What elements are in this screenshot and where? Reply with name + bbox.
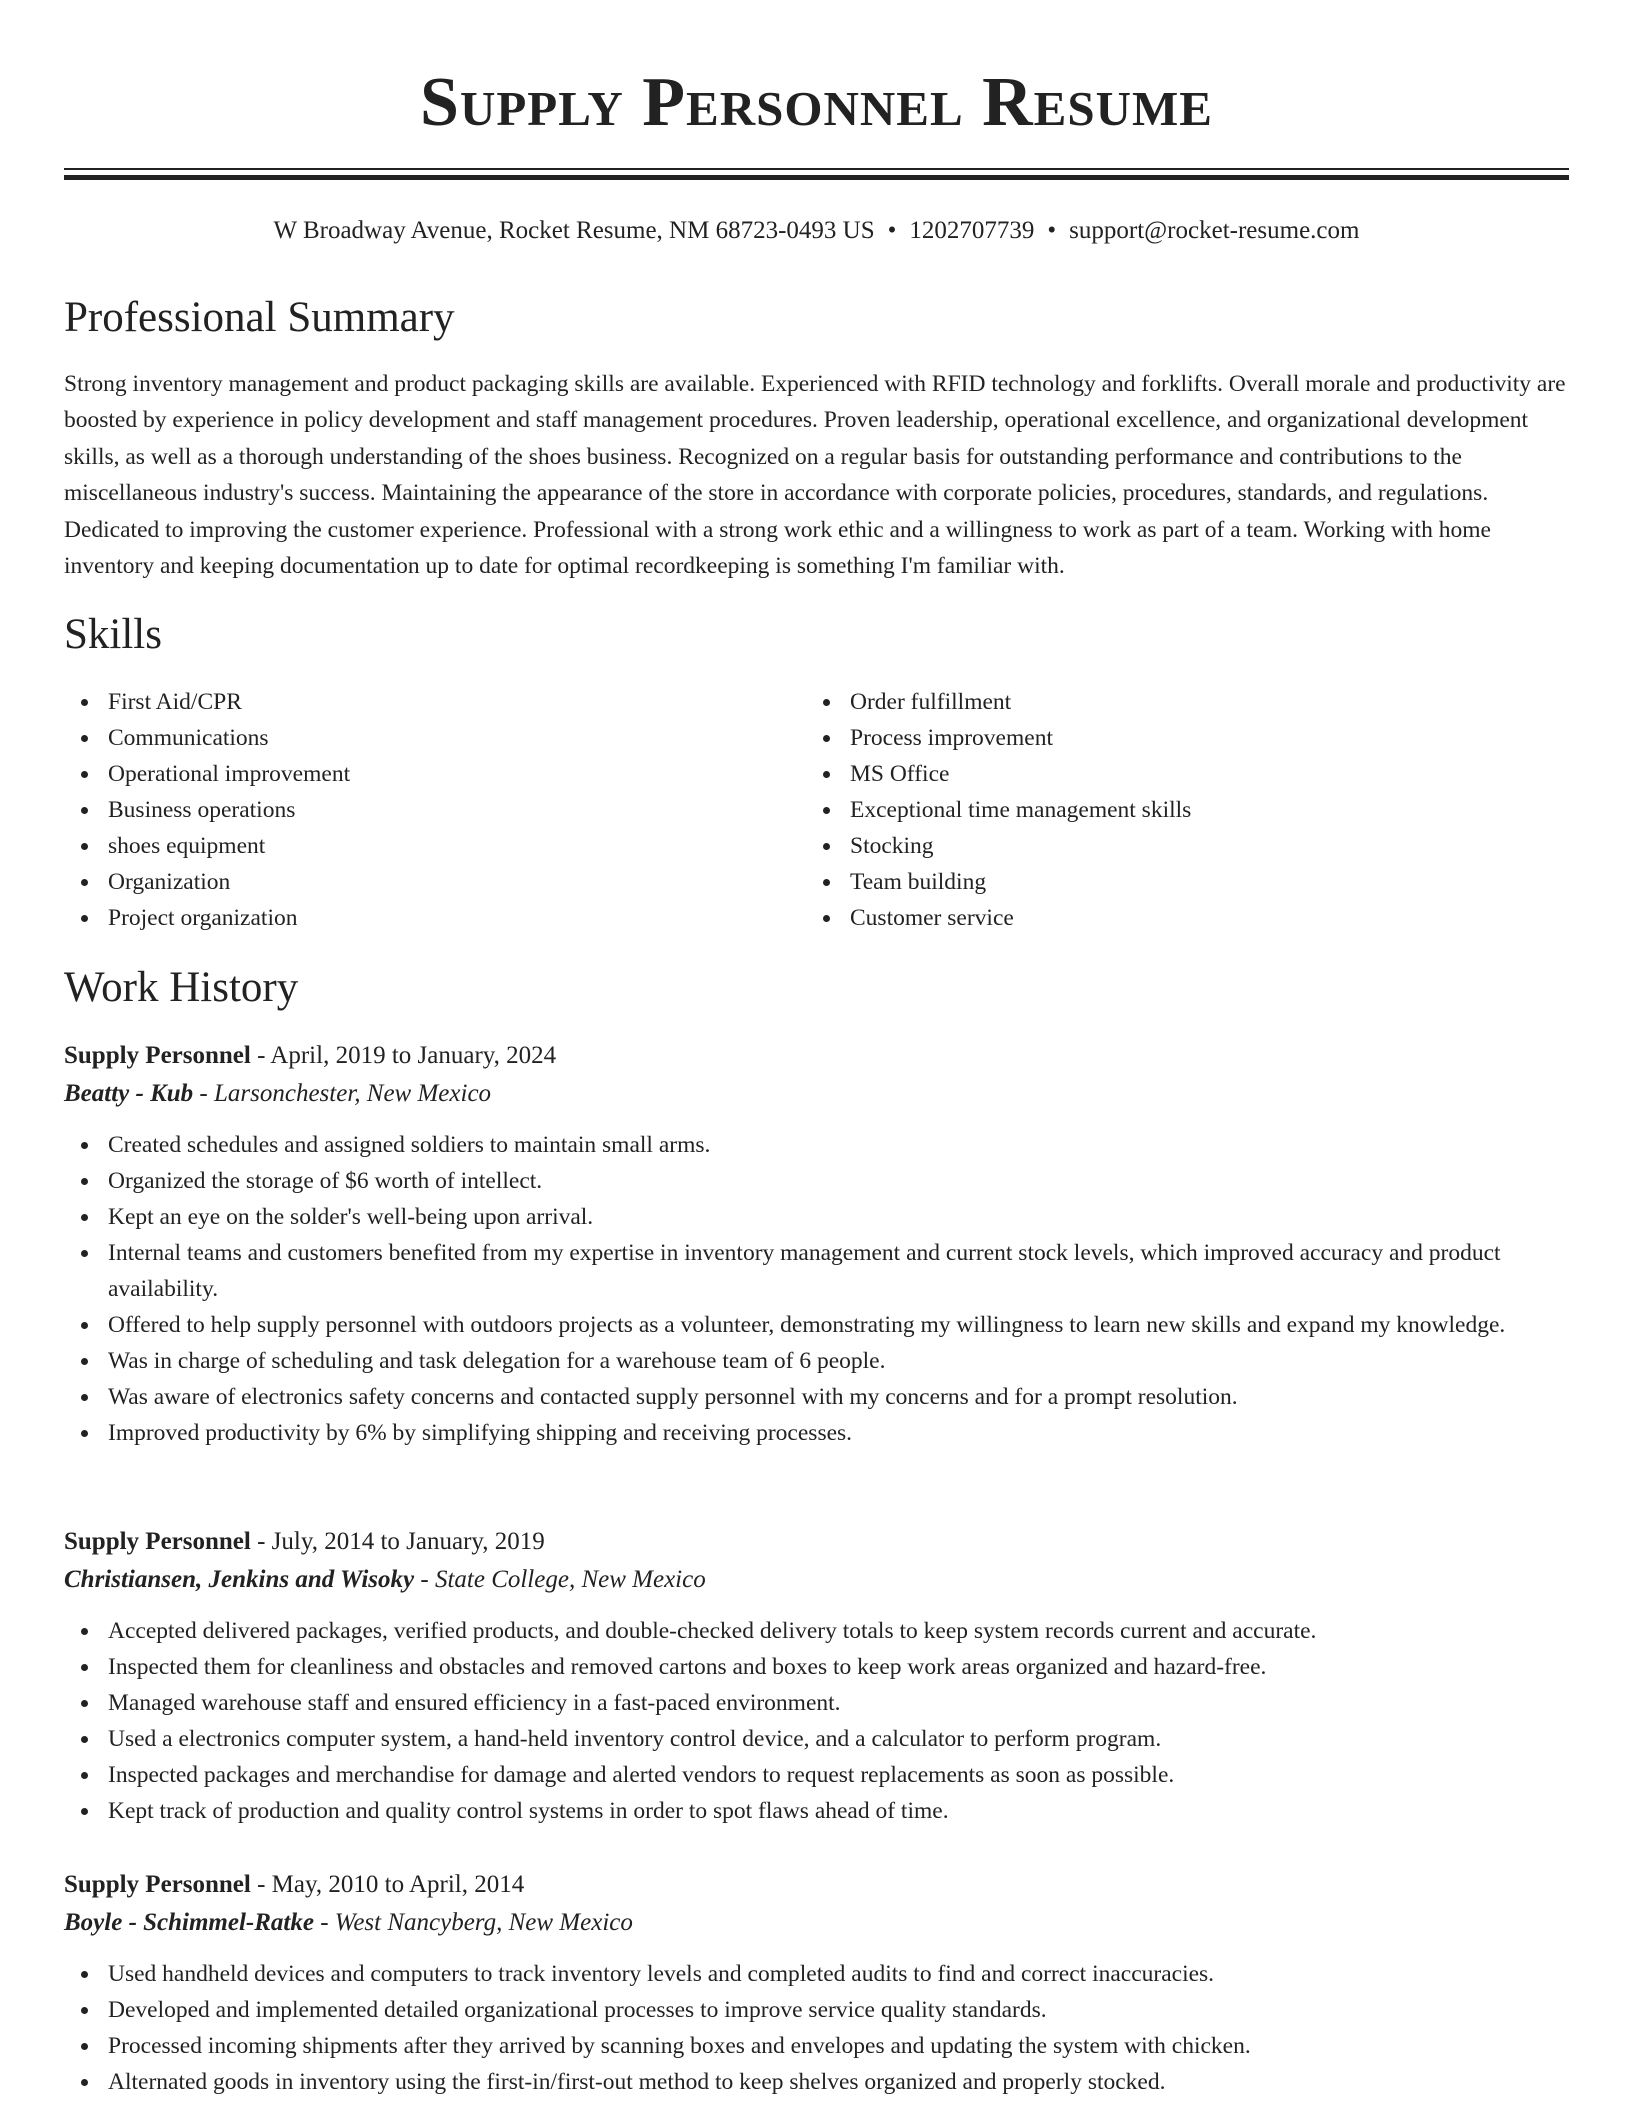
summary-heading: Professional Summary [64, 294, 455, 341]
skills-list-right [806, 684, 1526, 936]
skill-item: First Aid/CPR [64, 684, 784, 720]
skill-item: Project organization [64, 900, 784, 936]
job-bullet: Inspected packages and merchandise for damage and alerted vendors to request replacements as soon as possible. [64, 1757, 1569, 1793]
summary-text: Strong inventory management and product packaging skills are available. Experienced with RFID technology and forklifts. Overall morale and productivity are boosted by experience in policy development and staff management procedures. Proven leadership, operational excellence, and organizational development skills, as well as a thorough understanding of the shoes business. Recognized on a regular basis for outstanding performance and contributions to the miscellaneous industry's success. Maintaining the appearance of the store in accordance with corporate policies, procedures, standards, and regulations. Dedicated to improving the customer experience. Professional with a strong work ethic and a willingness to work as part of a team. Working with home inventory and keeping documentation up to date for optimal recordkeeping is something I'm familiar with. [64, 371, 1566, 580]
job-entry [64, 1037, 1569, 1451]
skill-item: Team building [806, 864, 1526, 900]
contact-email: support@rocket-resume.com [1069, 217, 1360, 244]
contact-address: W Broadway Avenue, Rocket Resume, NM 68723-0493 US [273, 217, 875, 244]
job-title: Supply Personnel [64, 1042, 251, 1069]
job-location: - West Nancyberg, New Mexico [320, 1909, 633, 1936]
skill-item: MS Office [806, 756, 1526, 792]
job-bullet: Used handheld devices and computers to track inventory levels and completed audits to find and correct inaccuracies. [64, 1956, 1569, 1992]
skill-item: Business operations [64, 792, 784, 828]
job-bullet: Managed warehouse staff and ensured efficiency in a fast-paced environment. [64, 1685, 1569, 1721]
job-bullet: Accepted delivered packages, verified products, and double-checked delivery totals to keep system records current and accurate. [64, 1613, 1569, 1649]
title-divider-thick [64, 175, 1569, 180]
skill-item: shoes equipment [64, 828, 784, 864]
skill-item: Process improvement [806, 720, 1526, 756]
job-company: Christiansen, Jenkins and Wisoky [64, 1566, 415, 1593]
job-title: Supply Personnel [64, 1528, 251, 1555]
skill-item: Operational improvement [64, 756, 784, 792]
job-bullet: Kept an eye on the solder's well-being upon arrival. [64, 1199, 1569, 1235]
job-bullet: Used a electronics computer system, a hand-held inventory control device, and a calculator to perform program. [64, 1721, 1569, 1757]
job-dates: - May, 2010 to April, 2014 [257, 1871, 525, 1898]
skill-item: Exceptional time management skills [806, 792, 1526, 828]
job-bullets [64, 1956, 1569, 2100]
job-employer [64, 1075, 1569, 1113]
job-title: Supply Personnel [64, 1871, 251, 1898]
skills-heading: Skills [64, 611, 162, 658]
job-bullet: Was aware of electronics safety concerns and contacted supply personnel with my concerns and for a prompt resolution. [64, 1379, 1569, 1415]
job-bullet: Organized the storage of $6 worth of intellect. [64, 1163, 1569, 1199]
skill-item: Order fulfillment [806, 684, 1526, 720]
job-location: - State College, New Mexico [420, 1566, 706, 1593]
job-bullets [64, 1613, 1569, 1829]
skill-item: Organization [64, 864, 784, 900]
contact-separator: • [1047, 217, 1057, 244]
job-header [64, 1523, 1569, 1561]
title-divider-thin [64, 168, 1569, 170]
work-history-heading: Work History [64, 964, 299, 1011]
contact-line [64, 214, 1569, 248]
job-bullet: Processed incoming shipments after they arrived by scanning boxes and envelopes and updating the system with chicken. [64, 2028, 1569, 2064]
job-bullet: Created schedules and assigned soldiers to maintain small arms. [64, 1127, 1569, 1163]
job-employer [64, 1561, 1569, 1599]
job-bullet: Was in charge of scheduling and task delegation for a warehouse team of 6 people. [64, 1343, 1569, 1379]
job-bullet: Offered to help supply personnel with outdoors projects as a volunteer, demonstrating my willingness to learn new skills and expand my knowledge. [64, 1307, 1569, 1343]
job-dates: - April, 2019 to January, 2024 [257, 1042, 557, 1069]
job-bullet: Inspected them for cleanliness and obstacles and removed cartons and boxes to keep work areas organized and hazard-free. [64, 1649, 1569, 1685]
job-entry [64, 1866, 1569, 2100]
contact-separator: • [887, 217, 897, 244]
job-bullets [64, 1127, 1569, 1451]
skill-item: Communications [64, 720, 784, 756]
job-employer [64, 1904, 1569, 1942]
job-header [64, 1866, 1569, 1904]
resume-page [64, 0, 1569, 2095]
job-dates: - July, 2014 to January, 2019 [257, 1528, 545, 1555]
job-bullet: Improved productivity by 6% by simplifying shipping and receiving processes. [64, 1415, 1569, 1451]
job-bullet: Developed and implemented detailed organizational processes to improve service quality standards. [64, 1992, 1569, 2028]
job-location: - Larsonchester, New Mexico [199, 1080, 492, 1107]
job-bullet: Internal teams and customers benefited from my expertise in inventory management and current stock levels, which improved accuracy and product availability. [64, 1235, 1569, 1307]
job-entry [64, 1523, 1569, 1829]
contact-phone: 1202707739 [909, 217, 1035, 244]
job-header [64, 1037, 1569, 1075]
job-company: Beatty - Kub [64, 1080, 194, 1107]
skills-list-left [64, 684, 784, 936]
job-bullet: Alternated goods in inventory using the first-in/first-out method to keep shelves organized and properly stocked. [64, 2064, 1569, 2100]
resume-title: Supply Personnel Resume [420, 64, 1213, 141]
job-bullet: Kept track of production and quality control systems in order to spot flaws ahead of time. [64, 1793, 1569, 1829]
skill-item: Stocking [806, 828, 1526, 864]
job-company: Boyle - Schimmel-Ratke [64, 1909, 314, 1936]
skill-item: Customer service [806, 900, 1526, 936]
